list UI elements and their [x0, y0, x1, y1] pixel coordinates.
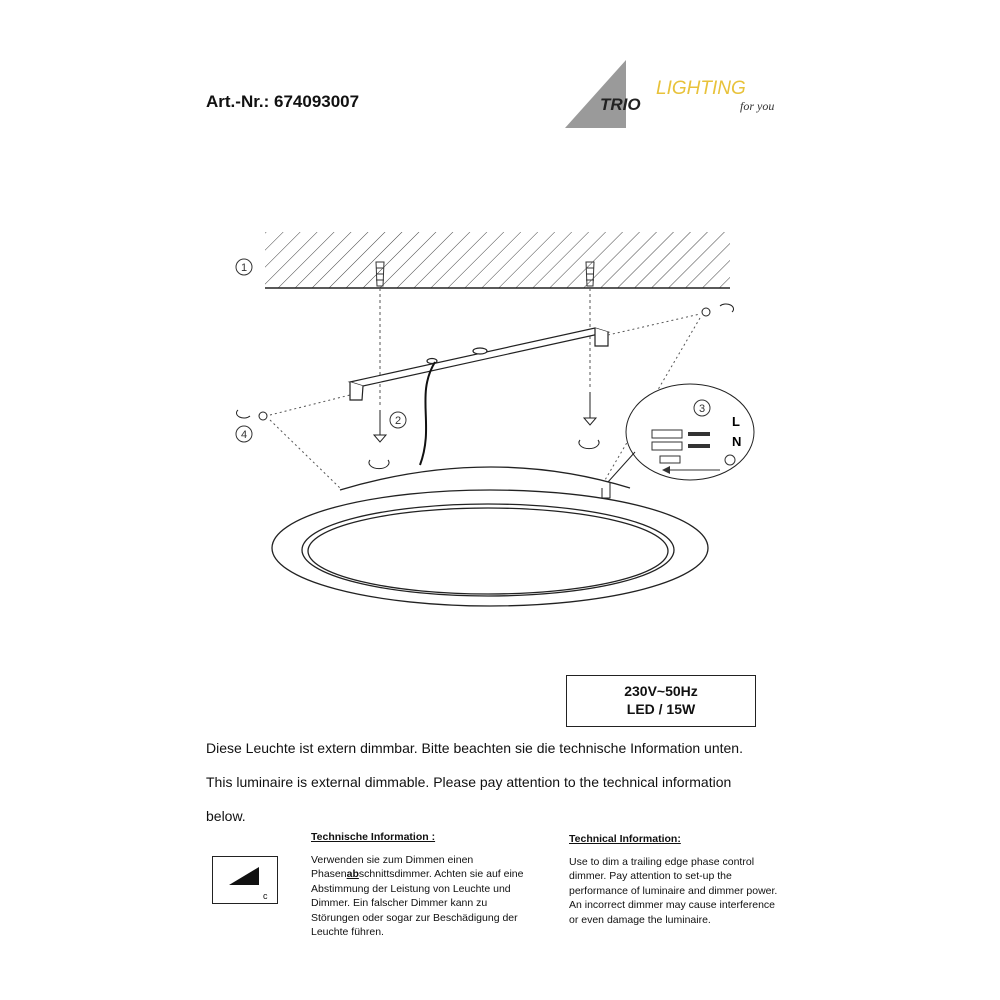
installation-diagram [210, 220, 790, 640]
tech-de-line4: Dimmer. Ein falscher Dimmer kann zu [311, 897, 488, 909]
trio-logo [560, 58, 790, 132]
spec-voltage: 230V~50Hz [624, 683, 698, 699]
power-cable [420, 362, 435, 465]
svg-text:4: 4 [241, 429, 248, 441]
tech-en-line4: An incorrect dimmer may cause interference [569, 899, 775, 911]
logo-brand: TRIO [600, 95, 641, 114]
tech-en-line1: Use to dim a trailing edge phase control [569, 855, 755, 868]
logo-triangle [565, 60, 626, 128]
terminal-detail [608, 384, 754, 482]
svg-text:1: 1 [241, 262, 248, 274]
tech-info-german-heading: Technische Information : [311, 831, 436, 843]
side-screw-right [702, 304, 734, 316]
intro-english-line1: This luminaire is external dimmable. Please pay attention to the technical information [206, 774, 732, 790]
screw-right [579, 392, 599, 449]
tech-en-line3: performance of luminaire and dimmer power. [569, 884, 778, 897]
tech-de-line3: Abstimmung der Leistung von Leuchte und [311, 882, 511, 895]
terminal-n-label: N [732, 434, 742, 449]
tech-de-line1: Verwenden sie zum Dimmen einen [311, 853, 474, 866]
svg-text:3: 3 [699, 403, 706, 415]
screw-left [369, 410, 389, 469]
spec-power: LED / 15W [626, 701, 696, 717]
tech-info-german [311, 830, 551, 940]
spec-box [566, 675, 756, 727]
svg-text:c: c [263, 891, 268, 901]
ceiling-luminaire [272, 467, 708, 606]
dimmer-icon [212, 856, 278, 904]
tech-en-line5: or even damage the luminaire. [569, 913, 711, 926]
article-number: Art.-Nr.: 674093007 [206, 92, 360, 111]
intro-german: Diese Leuchte ist extern dimmbar. Bitte beachten sie die technische Information unten. [206, 740, 743, 756]
svg-text:2: 2 [395, 415, 402, 427]
tech-de-line6: Leuchte führen. [311, 926, 384, 938]
terminal-l-label: L [732, 414, 740, 429]
side-screw-left [237, 410, 268, 420]
mounting-bracket [350, 328, 608, 400]
tech-de-line2: Phasenabschnittsdimmer. Achten sie auf eine [311, 868, 524, 880]
intro-english-line2: below. [206, 808, 246, 824]
tech-en-line2: dimmer. Pay attention to set-up the [569, 870, 732, 882]
tech-info-english-heading: Technical Information: [569, 833, 681, 845]
logo-tagline: for you [740, 99, 775, 113]
tech-info-english [569, 832, 801, 927]
tech-de-line5: Störungen oder sogar zur Beschädigung der [311, 911, 518, 924]
logo-word: LIGHTING [656, 78, 746, 99]
ceiling-hatch [265, 232, 730, 288]
